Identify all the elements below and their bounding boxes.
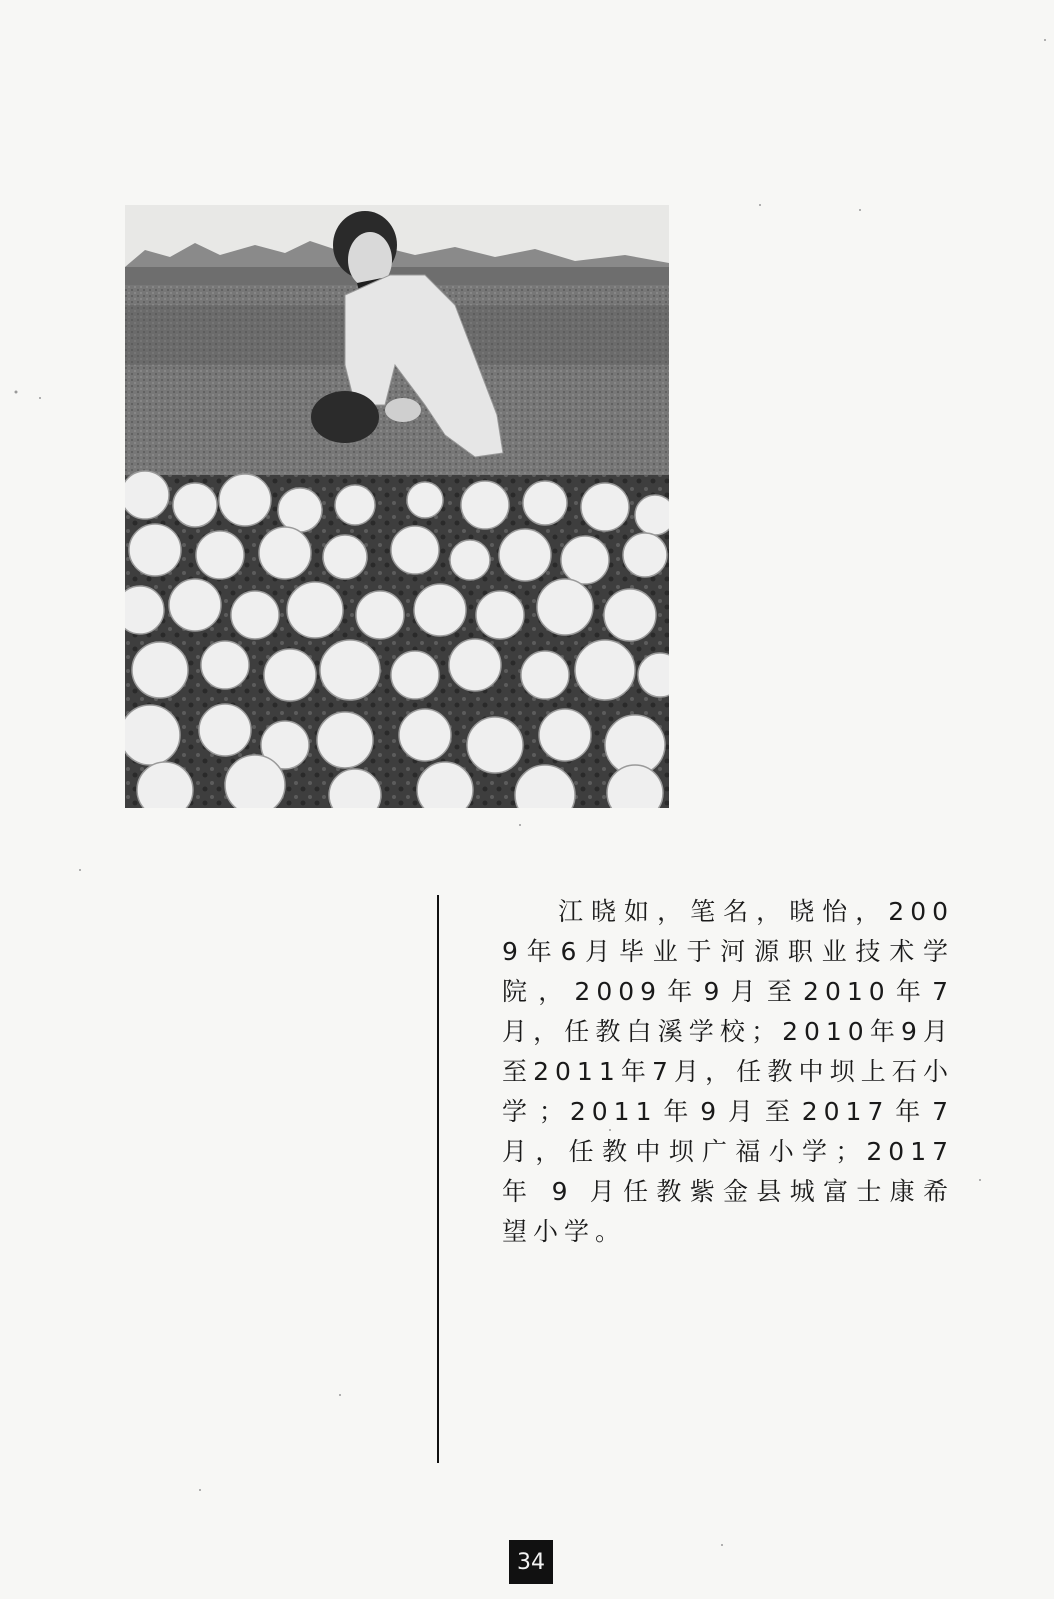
page-number: 34 [509,1540,553,1584]
vertical-divider [437,895,439,1463]
author-bio: 江晓如，笔名，晓怡，2009年6月毕业于河源职业技术学院，2009年9月至2010年7月，任教白溪学校；2010年9月至2011年7月，任教中坝上石小学；2011年9月至2017年7月，任教中坝广福小学；2017年 9 月任教紫金县城富士康希望小学。 [502,897,954,1246]
portrait-photo [125,205,669,808]
